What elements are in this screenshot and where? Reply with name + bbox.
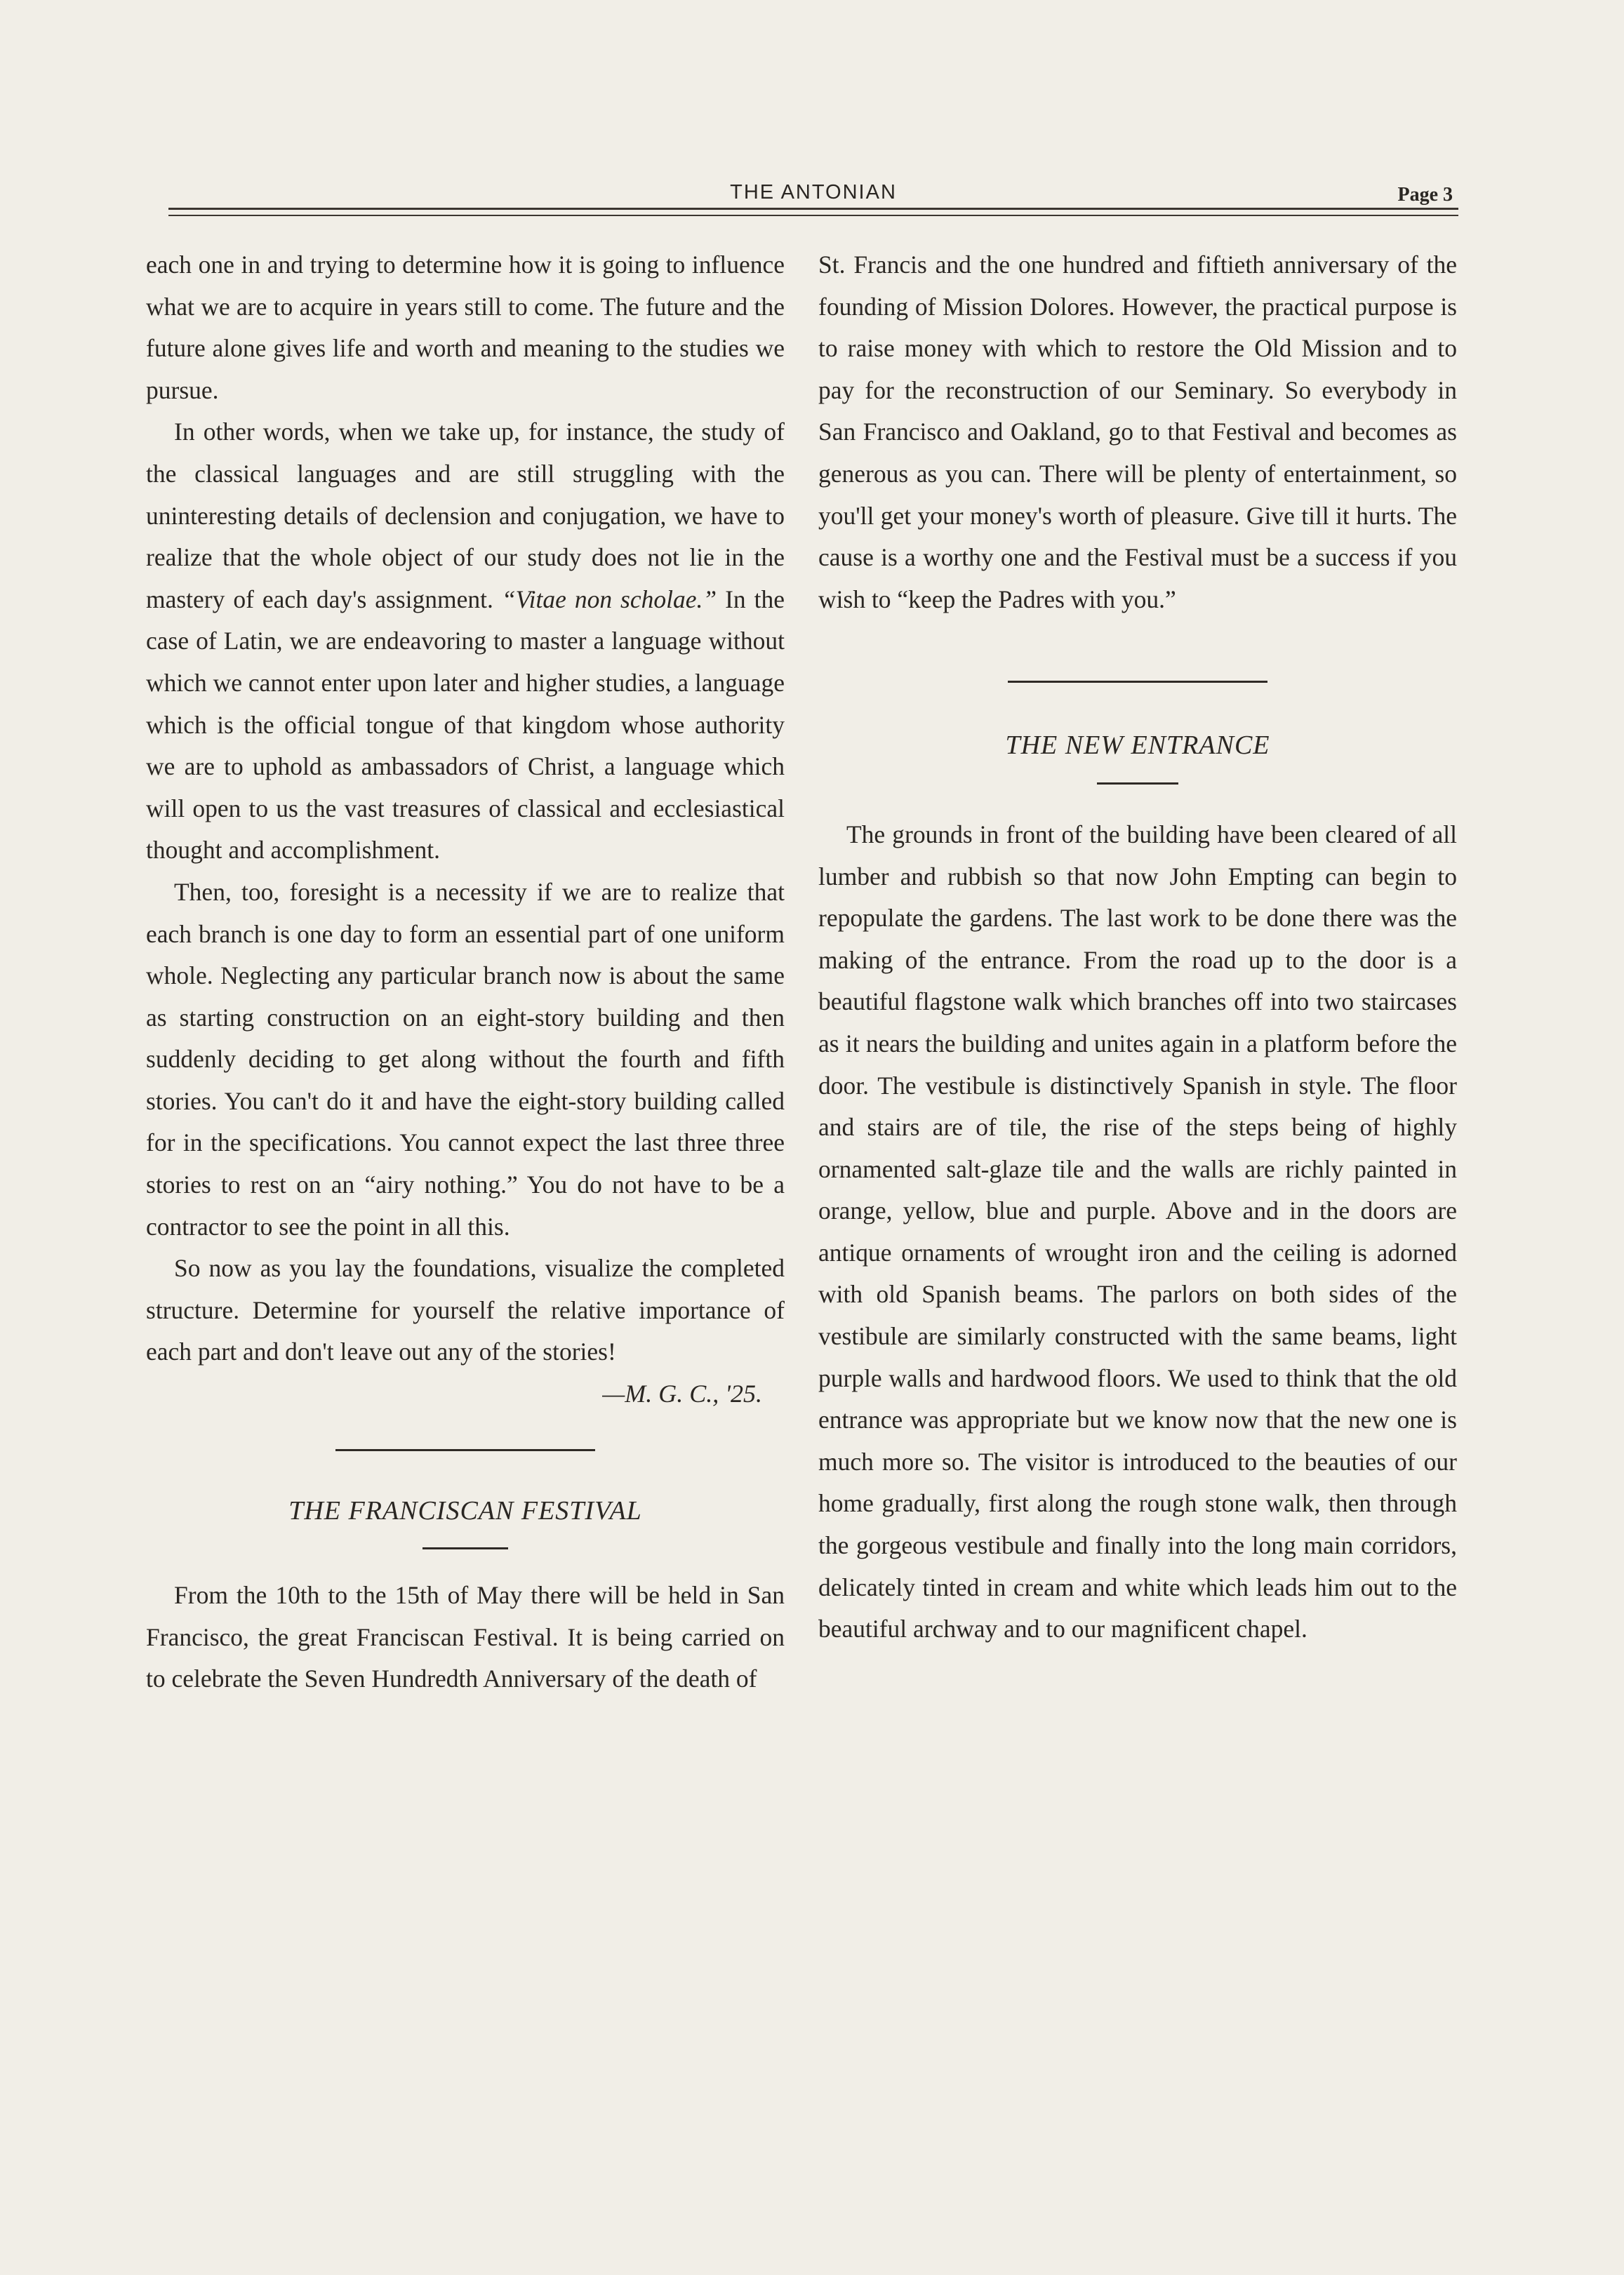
festival-paragraph-start: From the 10th to the 15th of May there will be held in San Francisco, the great Franciscan Festival. It is being carried on to celebrate the Seven Hundredth Anniversary of the death of xyxy=(146,1581,785,1693)
right-column xyxy=(818,244,1457,1650)
publication-title xyxy=(168,181,1458,204)
left-paragraph-3: Then, too, foresight is a necessity if we are to realize that each branch is one day to form an essential part of one uniform whole. Neglecting any particular branch now is about the same as starting construction on an eight-story building and then suddenly deciding to get along without the fourth and fifth stories. You can't do it and have the eight-story building called for in the specifications. You cannot expect the last three three stories to rest on an “airy nothing.” You do not have to be a contractor to see the point in all this. xyxy=(146,877,785,1241)
left-paragraph-2-part-b: In the case of Latin, we are endeavoring to master a language without which we cannot enter upon later and higher studies, a language which is the official tongue of that kingdom whose authority we are to uphold as ambassadors of Christ, a language which will open to us the vast treasures of classical and ecclesiastical thought and accomplishment. xyxy=(146,585,785,865)
left-paragraph-1: each one in and trying to determine how it is going to influence what we are to acquire in years still to come. The future and the future alone gives life and worth and meaning to the studies we pursue. xyxy=(146,251,785,404)
page-header xyxy=(168,180,1458,222)
left-paragraph-2 xyxy=(146,411,785,872)
publication-title-text: THE ANTONIAN xyxy=(717,181,910,204)
entrance-section-title: THE NEW ENTRANCE xyxy=(1005,730,1270,761)
header-rule-top xyxy=(168,208,1458,210)
entrance-paragraph: The grounds in front of the building have been cleared of all lumber and rubbish so that now John Empting can begin to repopulate the gardens. The last work to be done there was the making of the entrance. From the road up to the door is a beautiful flagstone walk which branches off into two staircases as it nears the building and unites again in a platform before the door. The vestibule is distinctively Spanish in style. The floor and stairs are of tile, the rise of the steps being of highly ornamented salt-glaze tile and the walls are richly painted in orange, yellow, blue and purple. Above and in the doors are antique ornaments of wrought iron and the ceiling is adorned with old Spanish beams. The parlors on both sides of the vestibule are similarly constructed with the same beams, light purple walls and hardwood floors. We used to think that the old entrance was appropriate but we know now that the new one is much more so. The visitor is introduced to the beauties of our home gradually, first along the rough stone walk, then through the gorgeous vestibule and finally into the long main corridors, delicately tinted in cream and white which leads him out to the beautiful archway and to our magnificent chapel. xyxy=(818,820,1457,1643)
festival-section-title: THE FRANCISCAN FESTIVAL xyxy=(288,1495,642,1526)
author-signature: —M. G. C., '25. xyxy=(602,1380,762,1408)
left-paragraph-4: So now as you lay the foundations, visualize the completed structure. Determine for yourself the relative importance of each part and don't leave out any of the stories! xyxy=(146,1254,785,1366)
left-paragraph-2-part-a: In other words, when we take up, for instance, the study of the classical languages and are still struggling with the uninteresting details of declension and conjugation, we have to realize that the whole object of our study does not lie in the mastery of each day's assignment. xyxy=(146,418,785,613)
latin-quote: “Vitae non scholae.” xyxy=(501,585,717,613)
festival-paragraph-continued: St. Francis and the one hundred and fiftieth anniversary of the founding of Mission Dolores. However, the practical purpose is to raise money with which to restore the Old Mission and to pay for the reconstruction of our Seminary. So everybody in San Francisco and Oakland, go to that Festival and becomes as generous as you can. There will be plenty of entertainment, so you'll get your money's worth of pleasure. Give till it hurts. The cause is a worthy one and the Festival must be a success if you wish to “keep the Padres with you.” xyxy=(818,251,1457,613)
page-number: Page 3 xyxy=(1390,184,1453,206)
header-rule-bottom xyxy=(168,215,1458,216)
left-column xyxy=(146,244,785,1700)
